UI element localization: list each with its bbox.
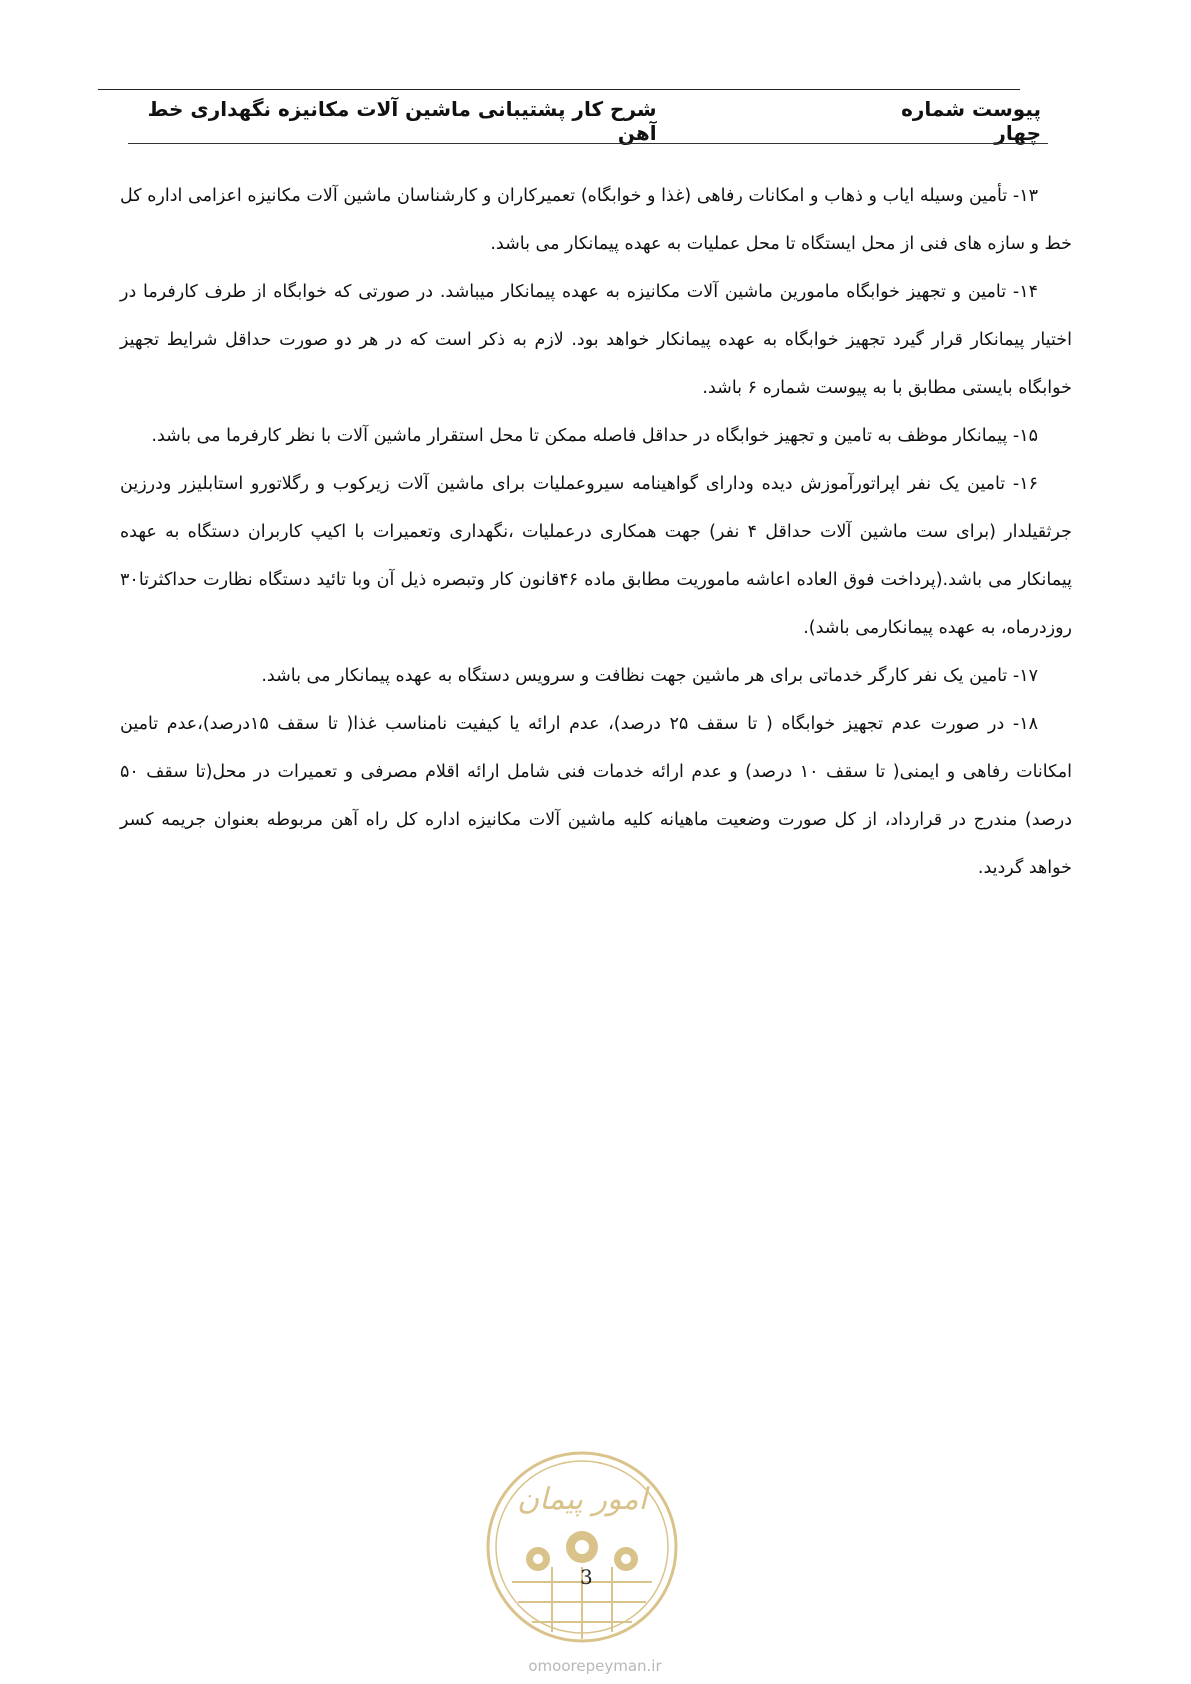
seal-lettering: امور پیمان (517, 1482, 647, 1517)
document-body (120, 172, 1072, 892)
omoor-peyman-seal-logo (482, 1447, 682, 1647)
page-header (128, 97, 1041, 145)
paragraph-14: ۱۴- تامین و تجهیز خوابگاه مامورین ماشین آلات مکانیزه به عهده پیمانکار میباشد. در صورتی که خوابگاه از طرف کارفرما در اختیار پیمانکار قرار گیرد تجهیز خوابگاه به عهده پیمانکار خواهد بود. لازم به ذکر است که در هر دو صورت حداقل شرایط تجهیز خوابگاه بایستی مطابق با به پیوست شماره ۶ باشد. (120, 282, 1072, 398)
appendix-label: پیوست شماره چهار (901, 97, 1041, 145)
paragraph-15: ۱۵- پیمانکار موظف به تامین و تجهیز خوابگاه در حداقل فاصله ممکن تا محل استقرار ماشین آلات با نظر کارفرما می باشد. (151, 426, 1038, 446)
paragraph-18: ۱۸- در صورت عدم تجهیز خوابگاه ( تا سقف ۲۵ درصد)، عدم ارائه یا کیفیت نامناسب غذا( تا سقف ۱۵درصد)،عدم تامین امکانات رفاهی و ایمنی( تا سقف ۱۰ درصد) و عدم ارائه خدمات فنی شامل ارائه اقلام مصرفی و تعمیرات در محل(تا سقف ۵۰ درصد) مندرج در قرارداد، از کل صورت وضعیت ماهیانه کلیه ماشین آلات مکانیزه اداره کل راه آهن مربوطه بعنوان جریمه کسر خواهد گردید. (120, 714, 1073, 878)
paragraph-13: ۱۳- تأمین وسیله ایاب و ذهاب و امکانات رفاهی (غذا و خوابگاه) تعمیرکاران و کارشناسان ماشین آلات مکانیزه اعزامی اداره کل خط و سازه های فنی از محل ایستگاه تا محل عملیات به عهده پیمانکار می باشد. (120, 186, 1072, 254)
paragraph-17: ۱۷- تامین یک نفر کارگر خدماتی برای هر ماشین جهت نظافت و سرویس دستگاه به عهده پیمانکار می باشد. (261, 666, 1038, 686)
header-top-rule (98, 89, 1020, 90)
document-title: شرح کار پشتیبانی ماشین آلات مکانیزه نگهداری خط آهن (147, 97, 657, 145)
header-bottom-rule (128, 143, 1048, 144)
paragraph-16: ۱۶- تامین یک نفر اپراتورآموزش دیده ودارای گواهینامه سیروعملیات برای ماشین آلات زیرکوب و رگلاتورو استابلیزر ودرزین جرثقیلدار (برای ست ماشین آلات حداقل ۴ نفر) جهت همکاری درعملیات ،نگهداری وتعمیرات با اکیپ کاربران دستگاه به عهده پیمانکار می باشد.(پرداخت فوق العاده اعاشه ماموریت مطابق ماده ۴۶قانون کار وتبصره ذیل آن وبا تائید دستگاه نظارت حداکثرتا۳۰ روزدرماه، به عهده پیمانکارمی باشد). (120, 474, 1072, 638)
page-number: 3 (580, 1565, 593, 1589)
website-watermark: omoorepeyman.ir (528, 1657, 662, 1675)
